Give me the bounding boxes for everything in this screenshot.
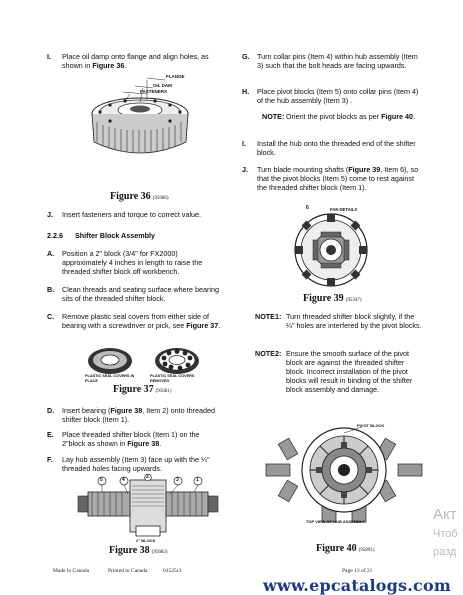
figure-36-callout-fasteners: FASTENERS <box>140 89 168 94</box>
watermark-link[interactable]: www.epcatalogs.com <box>263 576 451 595</box>
figure-39-callout-6: 6 <box>306 205 309 211</box>
figure-38-callout-block: 2" BLOCK <box>136 538 156 543</box>
footer-made-in: Made in Canada <box>53 568 90 574</box>
figure-37-callout-in-place: PLASTIC SEAL COVERS IN PLACE <box>85 374 135 383</box>
section-heading: 2.2.6 Shifter Block Assembly <box>47 231 156 240</box>
figure-37-caption: Figure 37 (95681) <box>113 384 172 395</box>
figure-38-callout-5: 5 <box>100 477 103 483</box>
figure-36-caption: Figure 36 (95686) <box>110 191 169 202</box>
figure-39-caption: Figure 39 (95347) <box>303 293 362 304</box>
figure-39-illustration <box>287 206 377 292</box>
figure-36-callout-oil-dam: OIL DAM <box>153 83 172 88</box>
figure-38-caption: Figure 38 (95682) <box>109 545 168 556</box>
figure-38-illustration <box>70 474 230 538</box>
figure-38-callout-1: 1 <box>196 477 199 483</box>
figure-40-illustration <box>262 424 432 532</box>
figure-36-callout-flange: FLANGE <box>166 74 185 79</box>
figure-38-callout-2: 2 <box>146 474 149 480</box>
activation-overlay-line2: Чтоб <box>433 528 458 540</box>
activation-overlay-line1: Акт <box>433 506 457 523</box>
figure-40-callout-top-view: TOP VIEW OF HUB ASSEMBLY <box>306 519 365 524</box>
figure-37-callout-removed: PLASTIC SEAL COVERS REMOVED <box>150 374 195 383</box>
figure-36-illustration <box>85 72 215 157</box>
figure-38-callout-4: 4 <box>122 477 125 483</box>
footer-printed-in: Printed in Canada <box>108 568 148 574</box>
footer-doc-code: 01525r3 <box>163 568 182 574</box>
activation-overlay-line3: разд <box>433 546 457 558</box>
figure-40-caption: Figure 40 (95891) <box>316 543 375 554</box>
footer-page-number: Page 13 of 21 <box>342 568 373 574</box>
figure-38-callout-3: 3 <box>176 477 179 483</box>
figure-40-callout-pivot-block: PIVOT BLOCK <box>357 423 385 428</box>
figure-39-callout-fan: FAN DETAILS <box>330 207 358 212</box>
